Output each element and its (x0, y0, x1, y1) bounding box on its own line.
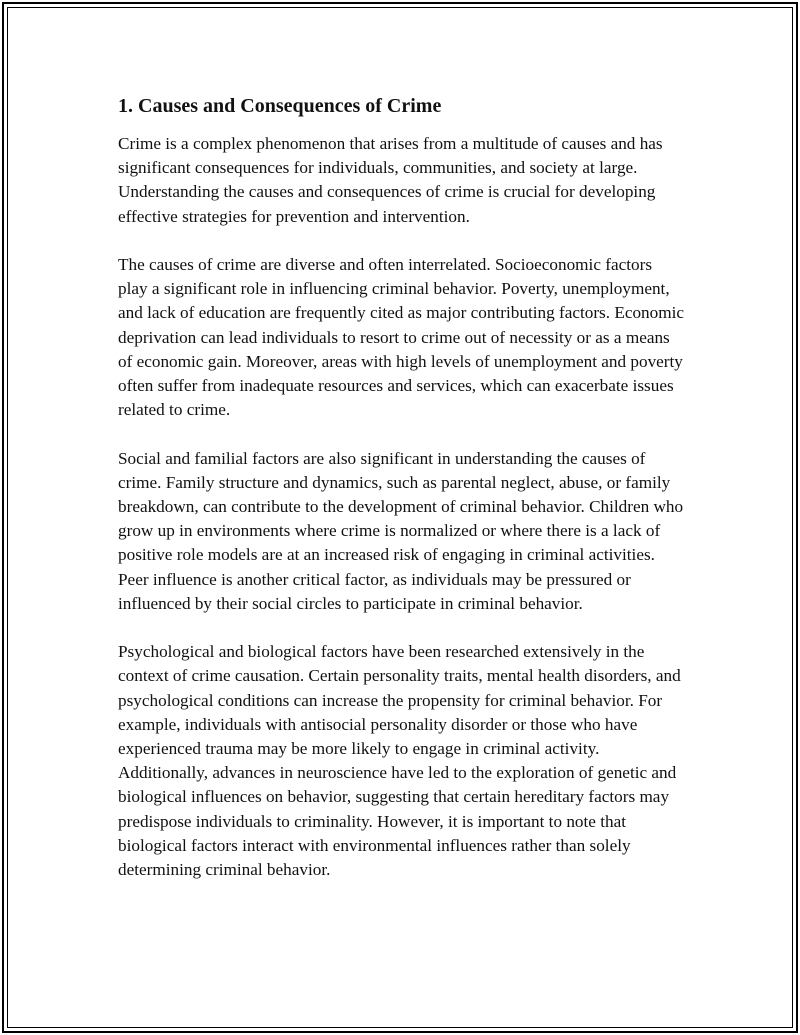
section-heading: 1. Causes and Consequences of Crime (118, 95, 442, 117)
document-body (118, 92, 684, 882)
paragraph-socioeconomic: The causes of crime are diverse and often interrelated. Socioeconomic factors play a significant role in influencing criminal behavior. Poverty, unemployment, and lack of education are frequently cited as major contributing factors. Economic deprivation can lead individuals to resort to crime out of necessity or as a means of economic gain. Moreover, areas with high levels of unemployment and poverty often suffer from inadequate resources and services, which can exacerbate issues related to crime. (118, 255, 685, 420)
paragraph-psychological-biological: Psychological and biological factors have been researched extensively in the context of crime causation. Certain personality traits, mental health disorders, and psychological conditions can increase the propensity for criminal behavior. For example, individuals with antisocial personality disorder or those who have experienced trauma may be more likely to engage in criminal activity. Additionally, advances in neuroscience have led to the exploration of genetic and biological influences on behavior, suggesting that certain hereditary factors may predispose individuals to criminality. However, it is important to note that biological factors interact with environmental influences rather than solely determining criminal behavior. (118, 642, 681, 880)
paragraph-intro: Crime is a complex phenomenon that arises from a multitude of causes and has significant consequences for individuals, communities, and society at large. Understanding the causes and consequences of crime is crucial for developing effective strategies for prevention and intervention. (118, 134, 663, 226)
paragraph-social-familial: Social and familial factors are also significant in understanding the causes of crime. Family structure and dynamics, such as parental neglect, abuse, or family breakdown, can contribute to the development of criminal behavior. Children who grow up in environments where crime is normalized or where there is a lack of positive role models are at an increased risk of engaging in criminal activities. Peer influence is another critical factor, as individuals may be pressured or influenced by their social circles to participate in criminal behavior. (118, 448, 684, 613)
